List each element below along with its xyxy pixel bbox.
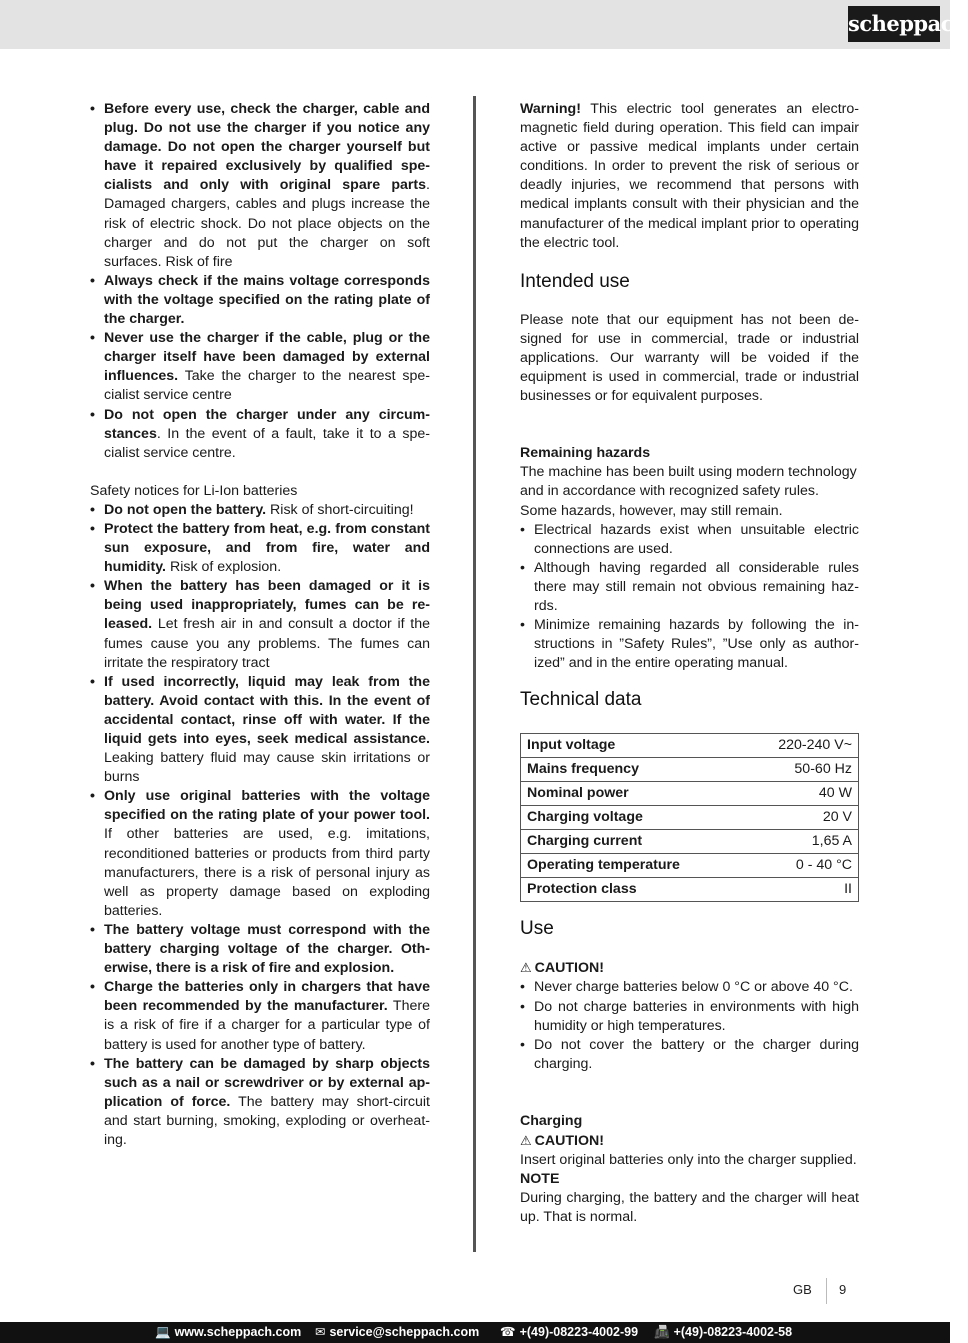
list-item: • Never use the charger if the cable, plug or the charger itself have been damaged by external influences. Take the charger to the nearest specialist service centre — [90, 329, 430, 405]
list-item: • If used incorrectly, liquid may leak from the battery. Avoid contact with this. In the event of accidental contact, rinse off with water. If the liquid gets into eyes, seek medical assistance. Leaking battery fluid may cause skin irritations or burns — [90, 673, 430, 788]
charger-safety-list — [90, 100, 430, 463]
language-code: GB — [793, 1282, 812, 1297]
list-item: • Only use original batteries with the voltage specified on the rating plate of your power tool. If other batteries are used, e.g. imitations, reconditioned batteries or products from third party manufacturers, there is a risk of personal injury as well as property damage based on exploding batteries. — [90, 787, 430, 921]
table-row: Nominal power 40 W — [521, 782, 859, 806]
list-item: • Before every use, check the charger, cable and plug. Do not use the charger if you notice any damage. Do not open the charger yourself but have it repaired exclusively by qualified specialists and only with original spare parts. Damaged chargers, cables and plugs increase the risk of electric shock. Do not place objects on the charger and do not put the charger on soft surfaces. Risk of fire — [90, 100, 430, 272]
table-row: Mains frequency 50-60 Hz — [521, 758, 859, 782]
hazards-intro-2: Some hazards, however, may still remain. — [520, 502, 783, 519]
page-number: 9 — [839, 1282, 847, 1297]
right-column — [520, 100, 859, 1227]
caution-label: ⚠ CAUTION! — [520, 960, 605, 977]
phone-icon: ☎ — [500, 1325, 516, 1339]
warning-triangle-icon: ⚠ — [520, 1133, 532, 1148]
computer-icon: 💻 — [155, 1325, 171, 1339]
liion-safety-list — [90, 501, 430, 1150]
list-item: • The battery can be damaged by sharp objects such as a nail or screwdriver or by external application of force. The battery may short-circuit and start burning, smoking, exploding or overheating. — [90, 1055, 430, 1150]
list-item: • Minimize remaining hazards by following the instructions in ”Safety Rules”, ”Use only as authorized” and in the entire operating manual. — [520, 616, 859, 673]
column-divider — [473, 96, 476, 1252]
technical-data-heading: Technical data — [520, 689, 642, 711]
note-label: NOTE — [520, 1171, 560, 1188]
list-item: • The battery voltage must correspond with the battery charging voltage of the charger. Otherwise, there is a risk of fire and explosion. — [90, 921, 430, 978]
fax-number: 📠 +(49)-08223-4002-58 — [654, 1322, 792, 1343]
charging-text: Insert original batteries only into the charger supplied. — [520, 1152, 857, 1169]
charging-heading: Charging — [520, 1112, 583, 1129]
list-item: • Never charge batteries below 0 °C or above 40 °C. — [520, 978, 859, 997]
note-text: During charging, the battery and the charger will heat up. That is normal. — [520, 1190, 859, 1226]
list-item: • Protect the battery from heat, e.g. from constant sun exposure, and from fire, water and humidity. Risk of explosion. — [90, 520, 430, 577]
charging-caution-label: ⚠ CAUTION! — [520, 1133, 605, 1149]
list-item: • Do not open the charger under any circumstances. In the event of a fault, take it to a specialist service centre. — [90, 406, 430, 463]
intended-use-text: Please note that our equipment has not been designed for use in commercial, trade or industrial applications. Our warranty will be voided if the equipment is used in commercial, trade or industrial businesses or for equivalent purposes. — [520, 311, 859, 405]
list-item: • Charge the batteries only in chargers that have been recommended by the manufacturer. There is a risk of fire if a charger for a particular type of battery is used for another type of battery. — [90, 978, 430, 1054]
left-column — [90, 100, 430, 1150]
brand-logo: scheppach — [848, 6, 940, 42]
use-list — [520, 978, 859, 1073]
use-heading: Use — [520, 918, 554, 940]
mail-icon: ✉ — [315, 1325, 326, 1339]
table-row: Charging current 1,65 A — [521, 830, 859, 854]
liion-heading: Safety notices for Li-Ion batteries — [90, 482, 298, 499]
intended-use-heading: Intended use — [520, 270, 630, 292]
list-item: • Do not charge batteries in environments with high humidity or high temperatures. — [520, 998, 859, 1036]
table-row: Operating temperature 0 - 40 °C — [521, 854, 859, 878]
warning-triangle-icon: ⚠ — [520, 960, 532, 976]
table-row: Protection class II — [521, 878, 859, 902]
email-link[interactable]: ✉ service@scheppach.com — [315, 1322, 479, 1343]
contact-bar — [0, 1322, 950, 1343]
phone-number: ☎ +(49)-08223-4002-99 — [500, 1322, 638, 1343]
table-row: Charging voltage 20 V — [521, 806, 859, 830]
emf-warning: Warning! This electric tool generates an electromagnetic field during operation. This field can impair active or passive medical implants under certain conditions. In order to prevent the risk of serious or deadly injuries, we recommend that persons with medical implants consult with their physician and the manufacturer of the medical implant prior to operating the electric tool. — [520, 101, 859, 251]
list-item: • When the battery has been damaged or it is being used inappropriately, fumes can be released. Let fresh air in and consult a doctor if the fumes cause you any problems. The fumes can irritate the respiratory tract — [90, 577, 430, 672]
list-item: • Electrical hazards exist when unsuitable electric connections are used. — [520, 521, 859, 559]
header-band — [0, 0, 950, 49]
website-link[interactable]: 💻 www.scheppach.com — [155, 1322, 301, 1343]
hazards-intro: The machine has been built using modern technology and in accordance with recognized safety rules. — [520, 464, 857, 500]
list-item: • Do not cover the battery or the charger during charging. — [520, 1036, 859, 1074]
list-item: • Always check if the mains voltage corresponds with the voltage specified on the rating plate of the charger. — [90, 272, 430, 329]
list-item: • Although having regarded all considerable rules there may still remain not obvious remaining hazrds. — [520, 559, 859, 616]
hazards-list — [520, 521, 859, 674]
list-item: • Do not open the battery. Risk of short-circuiting! — [90, 501, 430, 520]
footer-divider — [826, 1278, 827, 1304]
fax-icon: 📠 — [654, 1325, 670, 1339]
remaining-hazards-heading: Remaining hazards — [520, 445, 651, 462]
table-row: Input voltage 220-240 V~ — [521, 734, 859, 758]
technical-data-table — [520, 733, 859, 902]
